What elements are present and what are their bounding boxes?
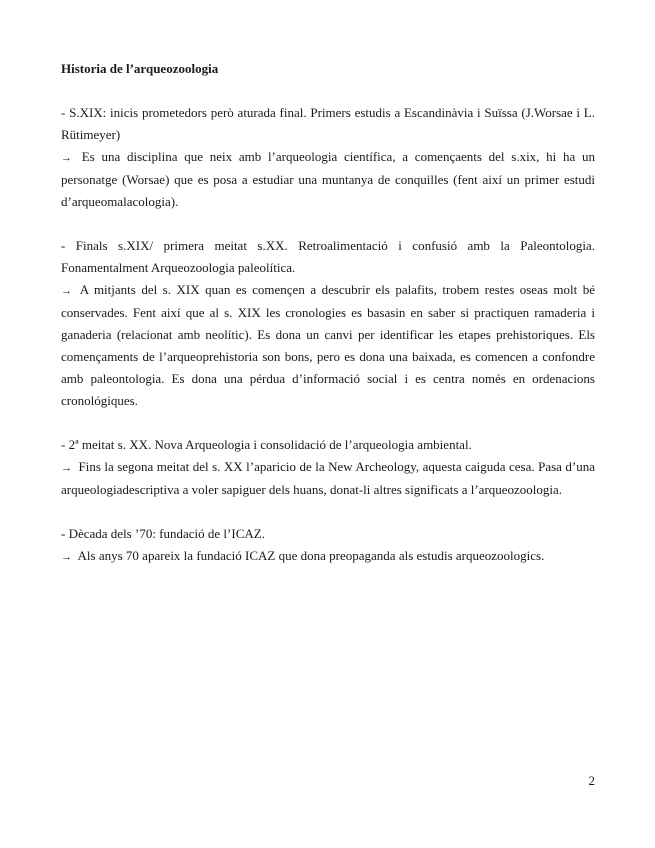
- spacer: [61, 412, 595, 434]
- section-body: [61, 279, 595, 412]
- section-heading: - Dècada dels ’70: fundació de l’ICAZ.: [61, 526, 265, 541]
- section-body-text: Fins la segona meitat del s. XX l’aparicio de la New Archeology, aquesta caiguda cesa. Pasa d’una arqueologiadescriptiva a voler sapiguer dels huans, donat-li altres significats a l’arqueozoologia.: [61, 459, 595, 497]
- page-number: 2: [588, 773, 595, 788]
- section-body: [61, 146, 595, 213]
- section-body-text: A mitjants del s. XIX quan es començen a descubrir els palafits, trobem restes oseas molt bé conservades. Fent així que al s. XIX les cronologies es basasin en saber si practiquen ramaderia i ganaderia (relacionat amb neolític). Es dona un canvi per identificar les etapes prehistoriques. Els començaments de l’arqueoprehistoria son bons, pero es dona una baixada, es comencen a confondre amb paleontologia. Es dona una pérdua d’informació social i es centra només en ordenacions cronológiques.: [61, 282, 595, 408]
- spacer: [61, 80, 595, 102]
- spacer: [61, 213, 595, 235]
- arrow-right-icon: →: [61, 551, 72, 563]
- section-heading: - 2ª meitat s. XX. Nova Arqueologia i consolidació de l’arqueologia ambiental.: [61, 437, 472, 452]
- arrow-right-icon: →: [61, 462, 72, 474]
- section-body-text: Es una disciplina que neix amb l’arqueologia científica, a començaents del s.xix, hi ha un personatge (Worsae) que es posa a estudiar una muntanya de conquilles (fent així un primer estudi d’arqueomalacologia).: [61, 149, 595, 209]
- section-body: [61, 545, 595, 568]
- section-19th-century: [61, 102, 595, 213]
- section-body: [61, 456, 595, 501]
- arrow-right-icon: →: [61, 285, 72, 297]
- document-page: [61, 58, 595, 568]
- section-late-19th-early-20th: [61, 235, 595, 412]
- section-body-text: Als anys 70 apareix la fundació ICAZ que dona preopaganda als estudis arqueozoologics.: [77, 548, 545, 563]
- section-heading: - S.XIX: inicis prometedors però aturada final. Primers estudis a Escandinàvia i Suïssa (J.Worsae i L. Rütimeyer): [61, 105, 595, 142]
- document-title: Historia de l’arqueozoologia: [61, 61, 219, 76]
- section-second-half-20th: [61, 434, 595, 501]
- spacer: [61, 501, 595, 523]
- section-heading: - Finals s.XIX/ primera meitat s.XX. Retroalimentació i confusió amb la Paleontologia. Fonamentalment Arqueozoologia paleolítica.: [61, 238, 595, 275]
- arrow-right-icon: →: [61, 152, 72, 164]
- section-1970s-icaz: [61, 523, 595, 568]
